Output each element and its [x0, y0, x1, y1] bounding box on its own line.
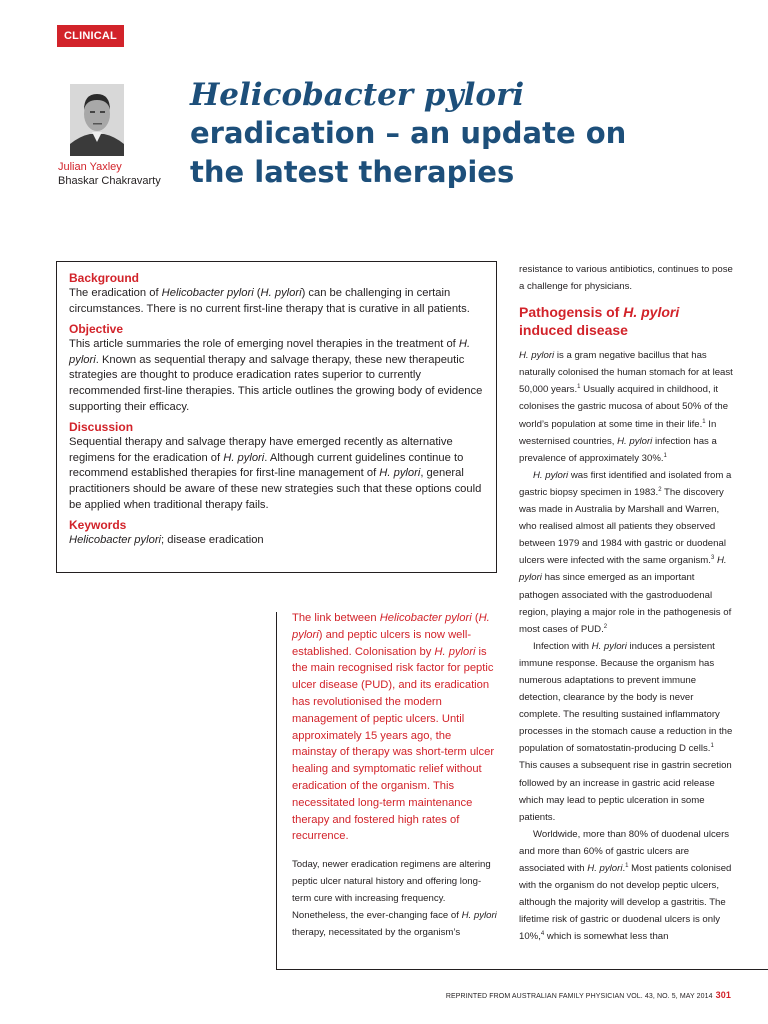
footer-citation: REPRINTED FROM AUSTRALIAN FAMILY PHYSICIAN VOL. 43, NO. 5, MAY 2014	[445, 993, 713, 1000]
paragraph-2: H. pylori was first identified and isolated from a gastric biopsy specimen in 1983.$^2$ The discovery was made in Australia by Marshall and Warren, who realised almost all patients they observed between 1979 and 1984 with gastric or duodenal ulcers were infected with the same organism.$^3$ H. pylori has since emerged as an important pathogen associated with the gastroduodenal region, playing a major role in the pathogenesis of most cases of PUD.$^2$	[519, 469, 732, 635]
right-column	[519, 261, 734, 945]
column-divider-horizontal	[276, 969, 768, 970]
discussion-heading: Discussion	[69, 420, 134, 435]
keywords-heading: Keywords	[69, 518, 127, 533]
title-line-1: Helicobacter pylori	[190, 77, 525, 113]
article-title	[190, 76, 750, 192]
author-name-second: Bhaskar Chakravarty	[58, 175, 161, 187]
section-tag: CLINICAL	[57, 25, 124, 47]
discussion-text: Sequential therapy and salvage therapy have emerged recently as alternative regimens for the eradication of H. pylori. Although current guidelines continue to recommend established therapies for first-line management of H. pylori, general practitioners should be aware of these new strategies such that these options could be applied when traditional therapy fails.	[69, 436, 482, 511]
author-portrait-image	[70, 84, 124, 156]
author-photo	[70, 84, 124, 156]
paragraph-4: Worldwide, more than 80% of duodenal ulcers and more than 60% of gastric ulcers are associated with H. pylori.$^1$ Most patients colonised with the organism do not develop peptic ulcers, although the majority will develop a gastritis. The lifetime risk of gastric or duodenal ulcers is only 10%,$^4$ which is somewhat less than	[519, 828, 732, 943]
section-heading-pathogenesis: Pathogensis of H. pylori induced disease	[519, 304, 680, 339]
objective-text: This article summaries the role of emerging novel therapies in the treatment of H. pylori. Known as sequential therapy and salvage therapy, these new therapeutic strategies are thought to produce eradication rates superior to currently recommended first-line therapies. This article outlines the growing body of evidence supporting their efficacy.	[69, 338, 483, 413]
column-divider-vertical	[276, 612, 277, 970]
paragraph-1: H. pylori is a gram negative bacillus that has naturally colonised the human stomach for at least 50,000 years.$^1$ Usually acquired in childhood, it colonises the gastric mucosa of about 50% of the world’s population at some time in their life.$^1$ In westernised countries, H. pylori infection has a prevalence of approximately 30%.$^1$	[519, 350, 733, 464]
continued-text: resistance to various antibiotics, continues to pose a challenge for physicians.	[519, 264, 733, 293]
intro-paragraph: The link between Helicobacter pylori (H. pylori) and peptic ulcers is now well-established. Colonisation by H. pylori is the main recognised risk factor for peptic ulcer disease (PUD), and its eradication has revolutionised the modern management of peptic ulcers. Until approximately 15 years ago, the mainstay of therapy was short-term ulcer healing and symptomatic relief without eradication of the organism. This necessitated long-term maintenance therapy and fostered high rates of recurrence.	[292, 612, 495, 843]
middle-column-text: Today, newer eradication regimens are altering peptic ulcer natural history and offering long-term cure with increasing frequency. Nonetheless, the ever-changing face of H. pylori therapy, necessitated by the organism’s	[292, 859, 497, 938]
title-line-2: eradication – an update on	[190, 116, 627, 150]
keywords-text: Helicobacter pylori; disease eradication	[69, 534, 264, 547]
author-name-first: Julian Yaxley	[58, 161, 122, 173]
background-text: The eradication of Helicobacter pylori (H. pylori) can be challenging in certain circumstances. There is no current first-line therapy that is curative in all patients.	[69, 287, 470, 315]
page-footer	[446, 990, 731, 1000]
author-list	[58, 160, 161, 188]
title-line-3: the latest therapies	[190, 155, 515, 189]
page-number: 301	[715, 990, 731, 1000]
objective-heading: Objective	[69, 322, 124, 337]
abstract-box	[56, 261, 497, 573]
background-heading: Background	[69, 271, 140, 285]
paragraph-3: Infection with H. pylori induces a persistent immune response. Because the organism has numerous adaptations to prevent immune detection, clearance by the body is never complete. The resulting sustained inflammatory processes in the stomach cause a reduction in the population of somatostatin-producing D cells.$^1$ This causes a subsequent rise in gastrin secretion followed by an increase in gastric acid release which may lead to peptic ulceration in some patients.	[519, 640, 733, 823]
